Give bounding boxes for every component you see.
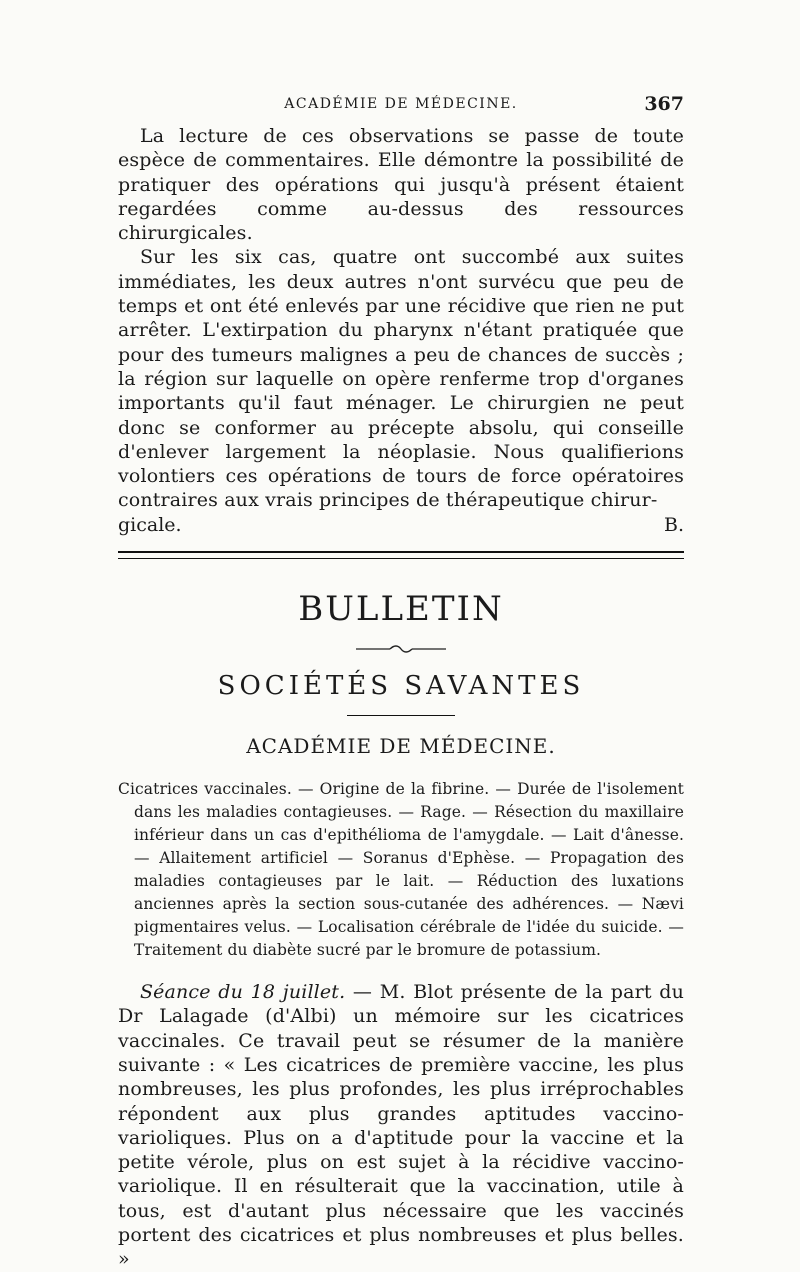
- ornament-flourish-icon: [356, 645, 446, 653]
- seance-text: — M. Blot présente de la part du Dr Lalagade (d'Albi) un mémoire sur les cicatrices vaccinales. Ce travail peut se résumer de la manière suivante : « Les cicatrices de première vaccine, les plus nombreuses, les plus profondes, les plus irréprochables répondent aux plus grandes aptitudes vaccino-varioliques. Plus on a d'aptitude pour la vaccine et la petite vérole, plus on est sujet à la récidive vaccino-variolique. Il en résulterait que la vaccination, utile à tous, est d'autant plus nécessaire que les vaccinés portent des cicatrices et plus nombreuses et plus belles. »: [118, 981, 684, 1271]
- author-signature: B.: [663, 513, 684, 536]
- academie-heading: ACADÉMIE DE MÉDECINE.: [246, 734, 556, 759]
- closing-line: [118, 513, 684, 537]
- seance-paragraph: [118, 980, 684, 1272]
- running-head: ACADÉMIE DE MÉDECINE.: [284, 96, 518, 112]
- closing-word: gicale.: [118, 513, 182, 536]
- societes-savantes-heading: SOCIÉTÉS SAVANTES: [217, 671, 585, 702]
- page-number: 367: [644, 93, 684, 115]
- ornament-divider: [118, 645, 684, 653]
- book-page: [118, 93, 684, 1272]
- paragraph-six-cas: Sur les six cas, quatre ont succombé aux suites immédiates, les deux autres n'ont survécu que peu de temps et ont été enlevés par une récidive que rien ne put arrêter. L'extirpation du pharynx n'étant pratiquée que pour des tumeurs malignes a peu de chances de succès ; la région sur laquelle on opère renferme trop d'organes importants qu'il faut ménager. Le chirurgien ne peut donc se conformer au précepte absolu, qui conseille d'enlever largement la néoplasie. Nous qualifierions volontiers ces opérations de tours de force opératoires contraires aux vrais principes de thérapeutique chirur-: [118, 246, 684, 512]
- heading-rule: [347, 715, 455, 716]
- session-summary: Cicatrices vaccinales. — Origine de la fibrine. — Durée de l'isolement dans les maladies contagieuses. — Rage. — Résection du maxillaire inférieur dans un cas d'epithélioma de l'amygdale. — Lait d'ânesse. — Allaitement artificiel — Soranus d'Ephèse. — Propagation des maladies contagieuses par le lait. — Réduction des luxations anciennes après la section sous-cutanée des adhérences. — Nævi pigmentaires velus. — Localisation cérébrale de l'idée du suicide. — Traitement du diabète sucré par le bromure de potassium.: [118, 780, 684, 960]
- bulletin-title: BULLETIN: [298, 589, 504, 630]
- paragraph-observations: La lecture de ces observations se passe de toute espèce de commentaires. Elle démontre la possibilité de pratiquer des opérations qui jusqu'à présent étaient regardées comme au-dessus des ressources chirurgicales.: [118, 125, 684, 245]
- section-divider-double-rule: [118, 551, 684, 559]
- page-header: [118, 93, 684, 124]
- seance-date: Séance du 18 juillet.: [140, 981, 346, 1004]
